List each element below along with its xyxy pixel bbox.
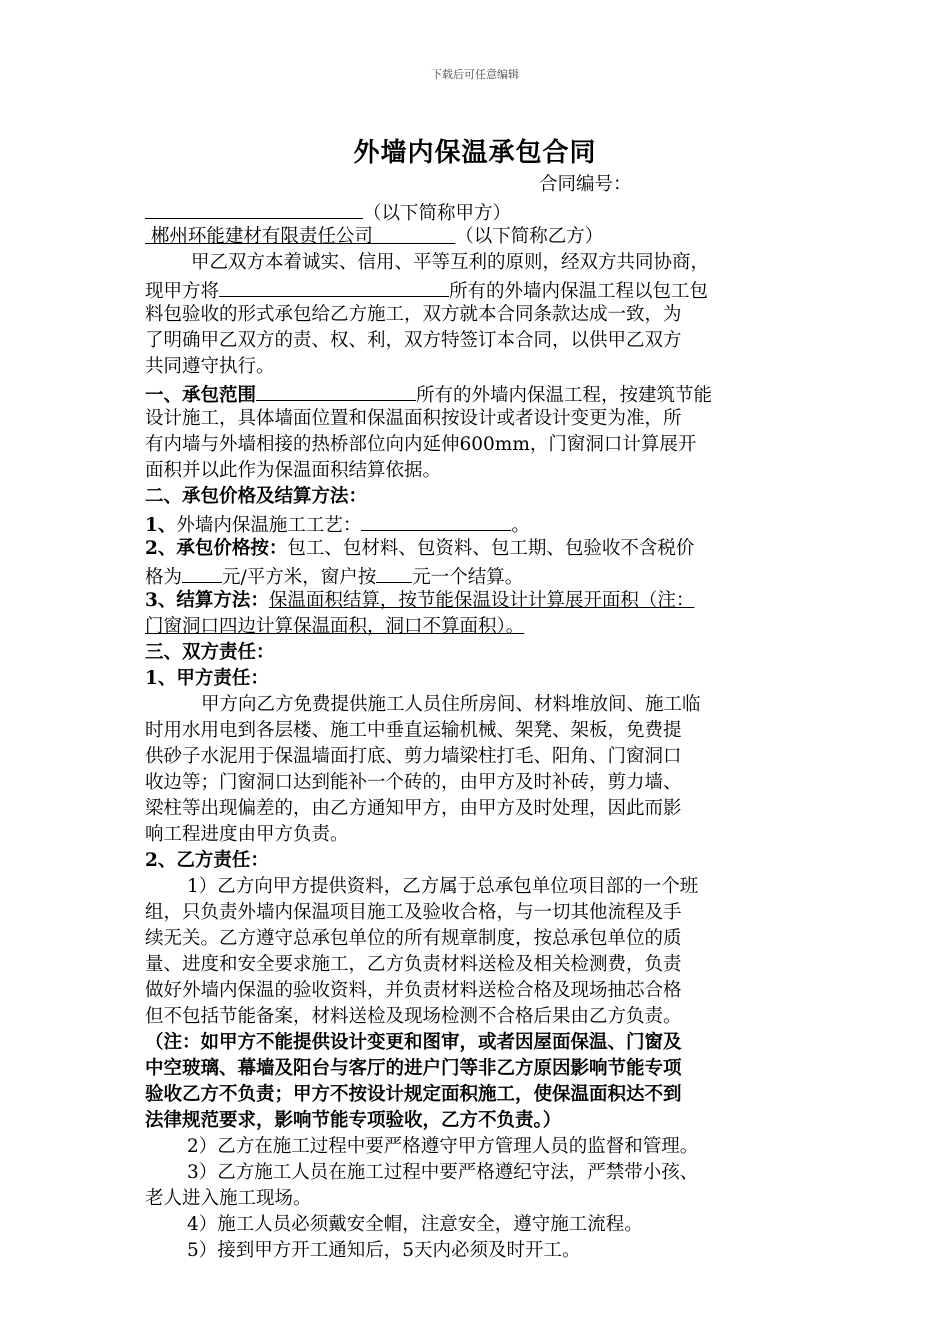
contract-number-label: 合同编号： xyxy=(539,174,632,195)
section2-item1: 1、外墙内保温施工工艺： 。 xyxy=(145,510,810,536)
section3-heading: 三、双方责任： xyxy=(145,642,275,663)
section2-heading: 二、承包价格及结算方法： xyxy=(145,486,368,507)
party-a-duties-line: 收边等；门窗洞口达到能补一个砖的，由甲方及时补砖，剪力墙、 xyxy=(145,772,682,793)
header-note: 下载后可任意编辑 xyxy=(431,68,519,81)
intro-line: 了明确甲乙双方的责、权、利，双方特签订本合同，以供甲乙双方 xyxy=(145,330,682,351)
party-a-suffix: （以下简称甲方） xyxy=(363,203,512,224)
intro-line: 现甲方将 所有的外墙内保温工程以包工包 xyxy=(145,276,810,302)
note-line: 验收乙方不负责；甲方不按设计规定面积施工，使保温面积达不到 xyxy=(145,1084,682,1105)
party-b-duties-line: 组，只负责外墙内保温项目施工及验收合格，与一切其他流程及手 xyxy=(145,902,682,923)
scope-blank xyxy=(256,380,416,401)
duty-item: 3）乙方施工人员在施工过程中要严格遵纪守法，严禁带小孩、 xyxy=(187,1162,699,1183)
section2-item3: 3、结算方法：保温面积结算，按节能保温设计计算展开面积（注： xyxy=(145,590,695,611)
section2-item2: 2、承包价格按：包工、包材料、包资料、包工期、包验收不含税价 xyxy=(145,538,695,559)
party-b-duties-heading: 2、乙方责任： xyxy=(145,850,269,871)
party-b-duties-line: 做好外墙内保温的验收资料，并负责材料送检合格及现场抽芯合格 xyxy=(145,980,682,1001)
party-a-duties-line: 甲方向乙方免费提供施工人员住所房间、材料堆放间、施工临 xyxy=(201,694,701,715)
project-blank xyxy=(219,276,449,297)
intro-line: 料包验收的形式承包给乙方施工，双方就本合同条款达成一致，为 xyxy=(145,304,682,325)
intro-line: 甲乙双方本着诚实、信用、平等互利的原则，经双方共同协商， xyxy=(191,252,710,273)
party-b-duties-line: 量、进度和安全要求施工，乙方负责材料送检及相关检测费，负责 xyxy=(145,954,682,975)
section2-item3: 门窗洞口四边计算保温面积，洞口不算面积）。 xyxy=(145,616,525,637)
section1-line: 一、承包范围 所有的外墙内保温工程，按建筑节能 xyxy=(145,380,810,406)
party-b-duties-line: 续无关。乙方遵守总承包单位的所有规章制度，按总承包单位的质 xyxy=(145,928,682,949)
party-a-blank xyxy=(145,198,363,219)
duty-item: 老人进入施工现场。 xyxy=(145,1188,312,1209)
party-a-line xyxy=(145,198,810,224)
note-line: 法律规范要求，影响节能专项验收，乙方不负责。） xyxy=(145,1110,562,1131)
section1-line: 面积并以此作为保温面积结算依据。 xyxy=(145,460,442,481)
duty-item: 4）施工人员必须戴安全帽，注意安全，遵守施工流程。 xyxy=(187,1214,643,1235)
intro-line: 共同遵守执行。 xyxy=(145,356,275,377)
party-a-duties-line: 供砂子水泥用于保温墙面打底、剪力墙梁柱打毛、阳角、门窗洞口 xyxy=(145,746,682,767)
duty-item: 5）接到甲方开工通知后，5天内必须及时开工。 xyxy=(187,1240,581,1261)
party-b-line xyxy=(145,224,810,250)
window-price-blank xyxy=(376,562,412,583)
note-line: 中空玻璃、幕墙及阳台与客厅的进户门等非乙方原因影响节能专项 xyxy=(145,1058,682,1079)
section1-line: 设计施工，具体墙面位置和保温面积按设计或者设计变更为准，所 xyxy=(145,408,682,429)
party-a-duties-line: 时用水用电到各层楼、施工中垂直运输机械、架凳、架板，免费提 xyxy=(145,720,682,741)
section2-item2: 格为 元/平方米，窗户按 元一个结算。 xyxy=(145,562,810,588)
party-b-suffix: （以下简称乙方） xyxy=(455,226,604,247)
duty-item: 2）乙方在施工过程中要严格遵守甲方管理人员的监督和管理。 xyxy=(187,1136,699,1157)
section1-line: 有内墙与外墙相接的热桥部位向内延伸600mm，门窗洞口计算展开 xyxy=(145,434,697,455)
page-title: 外墙内保温承包合同 xyxy=(353,138,597,168)
party-a-duties-line: 梁柱等出现偏差的，由乙方通知甲方，由甲方及时处理，因此而影 xyxy=(145,798,682,819)
note-line: （注：如甲方不能提供设计变更和图审，或者因屋面保温、门窗及 xyxy=(145,1032,682,1053)
section1-heading: 一、承包范围 xyxy=(145,385,257,406)
party-a-duties-heading: 1、甲方责任： xyxy=(145,668,269,689)
party-a-duties-line: 响工程进度由甲方负责。 xyxy=(145,824,349,845)
party-b-duties-line: 但不包括节能备案，材料送检及现场检测不合格后果由乙方负责。 xyxy=(145,1006,682,1027)
price-blank xyxy=(182,562,222,583)
contract-body xyxy=(145,172,810,1264)
party-b-duties-line: 1）乙方向甲方提供资料，乙方属于总承包单位项目部的一个班 xyxy=(187,876,699,897)
party-b-name: 郴州环能建材有限责任公司 xyxy=(150,226,373,247)
process-blank xyxy=(361,510,511,531)
